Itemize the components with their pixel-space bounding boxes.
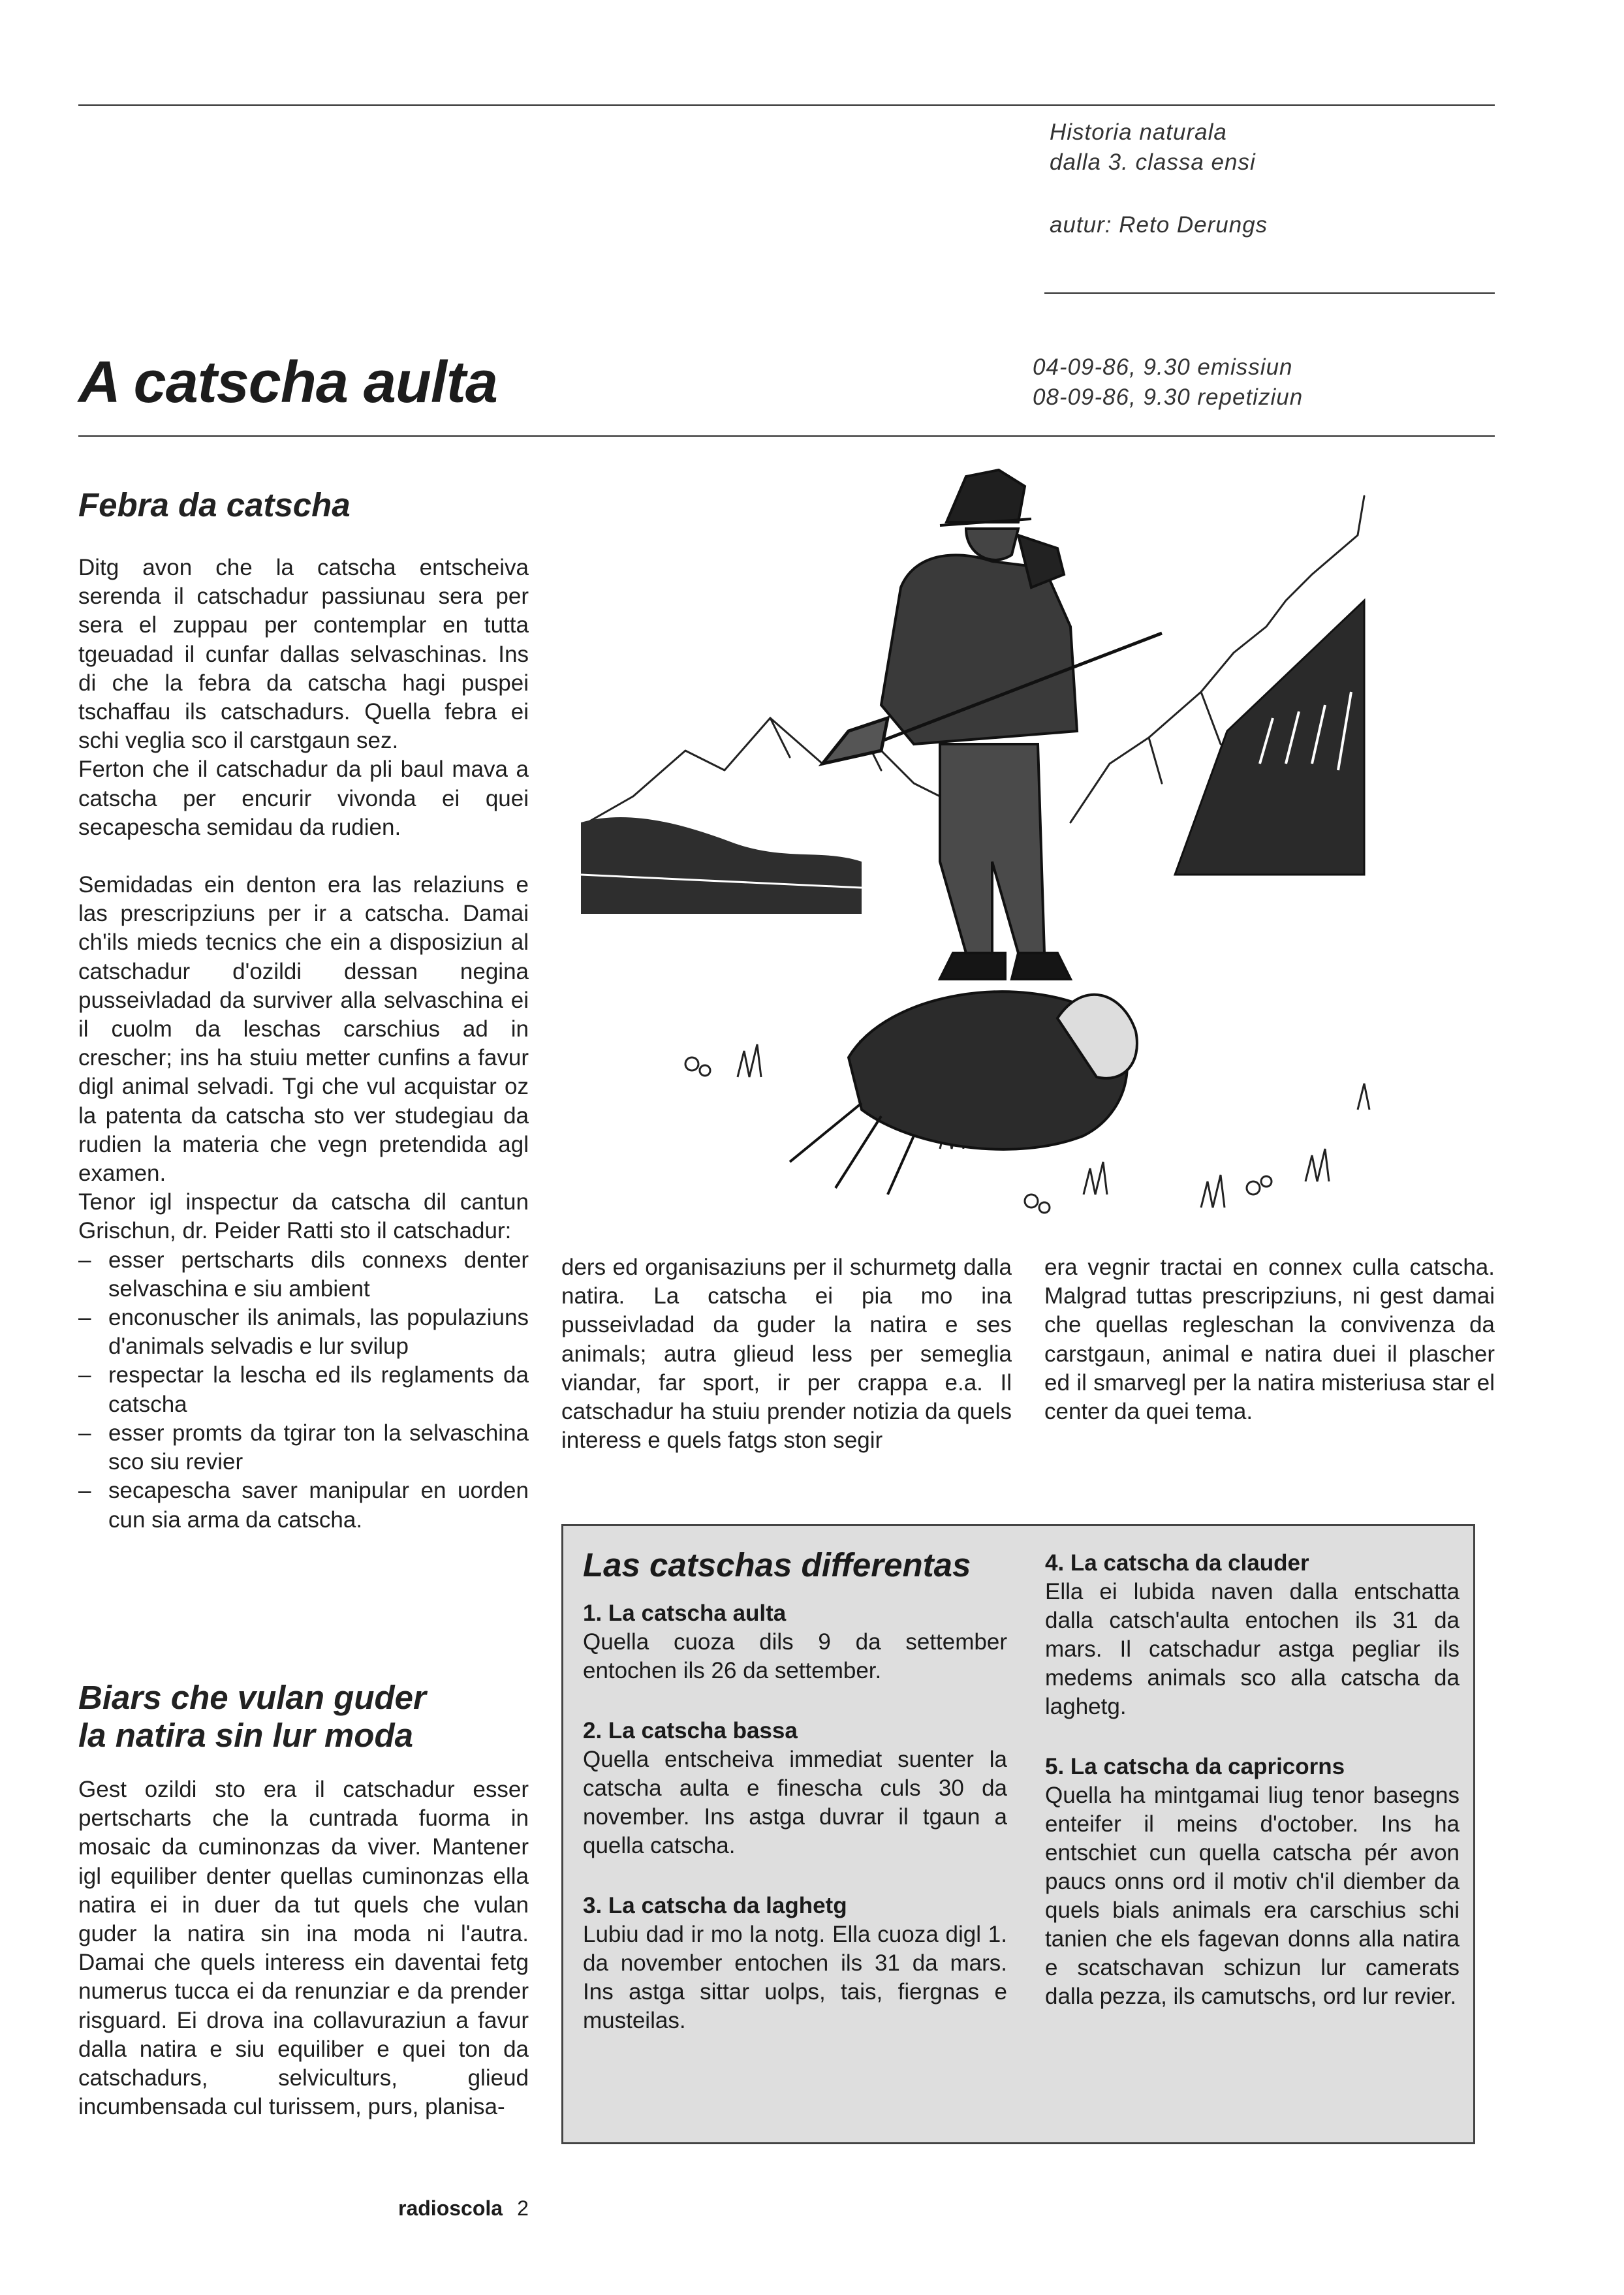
hunt-type-title: 5. La catscha da capricorns: [1045, 1754, 1345, 1779]
heading-line: la natira sin lur moda: [78, 1717, 413, 1754]
right-column: [1044, 1253, 1495, 1426]
hunt-type-text: Quella ha mintgamai liug tenor basegns enteifer il meins d'october. Ins ha entschiet cun quella catscha pér avon paucs onns ord il motiv ch'il diember da quels bials animals era carschius schi tanien che els fagevan donns alla natira e scatschavan schizun lur camerats dalla pezza, ils camutschs, ord lur revier.: [1045, 1783, 1460, 2009]
hunt-type-text: Quella cuoza dils 9 da settember entochen ils 26 da settember.: [583, 1629, 1007, 1683]
hunt-type-text: Lubiu dad ir mo la notg. Ella cuoza digl 1. da november entochen ils 31 da mars. Ins astga sittar uolps, tais, fiergnas e musteilas.: [583, 1922, 1007, 2033]
list-item: – secapescha saver manipular en uorden cun sia arma da catscha.: [78, 1476, 529, 1534]
list-item: – esser pertscharts dils connexs denter selvaschina e siu ambient: [78, 1246, 529, 1304]
left-column: [78, 554, 529, 1535]
author-label: autur: Reto Derungs: [1050, 212, 1268, 238]
list-item: – enconuscher ils animals, las populaziuns d'animals selvadis e lur svilup: [78, 1304, 529, 1361]
paragraph: ders ed organisaziuns per il schurmetg dalla natira. La catscha ei pia mo ina pusseivladad da guder la natira e ses animals; autra glieud less per semeglia viandar, far sport, ir per crappa e.a. Il catschadur ha stuiu prender notizia da quels interess e quels fatgs ston segir: [561, 1255, 1012, 1454]
meta-rule: [1044, 292, 1495, 294]
infobox-right-column: [1045, 1549, 1460, 2042]
page-number: 2: [517, 2196, 529, 2220]
section-heading-biars: [78, 1679, 426, 1755]
left-column-lower: [78, 1775, 529, 2121]
left-hillside: [581, 817, 862, 914]
hunt-type-item: [583, 1892, 1007, 2035]
hunt-type-item: [1045, 1753, 1460, 2011]
hunt-type-text: Quella entscheiva immediat suenter la catscha aulta e finescha culs 30 da november. Ins astga duvrar il tgaun a quella catscha.: [583, 1747, 1007, 1858]
footer-brand: radioscola: [398, 2196, 503, 2220]
requirements-list: [78, 1246, 529, 1535]
hunt-type-item: [583, 1599, 1007, 1685]
top-rule: [78, 104, 1495, 106]
repeat-date: 08-09-86, 9.30 repetiziun: [1033, 384, 1304, 410]
title-rule: [78, 435, 1495, 437]
middle-column: [561, 1253, 1012, 1455]
level-label: dalla 3. classa ensi: [1050, 149, 1256, 175]
hunter-figure: [881, 470, 1077, 979]
list-item: – respectar la lescha ed ils reglaments da catscha: [78, 1361, 529, 1418]
hunt-type-text: Ella ei lubida naven dalla entschatta dalla catsch'aulta entochen ils 31 da mars. Il catschadur astga pegliar ils medems animals sco alla catscha da laghetg.: [1045, 1579, 1460, 1719]
chamois: [790, 991, 1137, 1194]
author-block: [1050, 210, 1268, 240]
hunter-illustration: [574, 457, 1449, 1247]
infobox-left-column: [583, 1546, 1007, 2067]
paragraph: Semidadas ein denton era las relaziuns e las prescripziuns per ir a catscha. Damai ch'ils mieds tecnics che ein a disposiziun al catschadur d'ozildi dessan negina pusseivladad da surviver alla selvaschina ei il cuolm da leschas carschius ad in crescher; ins ha stuiu metter cunfins a favur digl animal selvadi. Tgi che vul acquistar oz la patenta da catscha sto ver studegiau da rudien la materia che vegn pretendida agl examen.: [78, 872, 529, 1187]
hunt-type-title: 2. La catscha bassa: [583, 1718, 798, 1743]
infobox-title: Las catschas differentas: [583, 1546, 971, 1584]
hillside-hatching: [1175, 601, 1364, 875]
paragraph: Ferton che il catschadur da pli baul mava a catscha per encurir vivonda ei quei secapescha semidau da rudien.: [78, 757, 529, 840]
section-heading-febra: Febra da catscha: [78, 486, 351, 523]
series-label: Historia naturala: [1050, 119, 1227, 145]
hunt-type-title: 4. La catscha da clauder: [1045, 1550, 1309, 1576]
broadcast-date: 04-09-86, 9.30 emissiun: [1033, 354, 1293, 380]
list-item: – esser promts da tgirar ton la selvaschina sco siu revier: [78, 1419, 529, 1476]
heading-line: Biars che vulan guder: [78, 1679, 426, 1716]
mountain-range: [587, 718, 940, 822]
hunt-types-box: [561, 1524, 1475, 2144]
hunt-type-title: 1. La catscha aulta: [583, 1600, 787, 1626]
header-series-block: [1050, 117, 1256, 178]
hunt-type-item: [1045, 1549, 1460, 1721]
paragraph: Tenor igl inspectur da catscha dil cantun Grischun, dr. Peider Ratti sto il catschadur:: [78, 1189, 529, 1244]
paragraph: Ditg avon che la catscha entscheiva serenda il catschadur passiunau sera per sera el zuppau per contemplar en tutta tgeuadad il cunfar dallas selvaschinas. Ins di che la febra da catscha hagi puspei tschaffau ils catschadurs. Quella febra ei schi veglia sco il carstgaun sez.: [78, 555, 529, 754]
paragraph: era vegnir tractai en connex culla catscha. Malgrad tuttas prescripziuns, ni gest damai che quellas regleschan la convivenza da carstgaun, animal e natira duei il plascher ed il smarvegl per la natira misteriusa star el center da quei tema.: [1044, 1255, 1495, 1425]
page-footer: [398, 2196, 529, 2221]
paragraph: Gest ozildi sto era il catschadur esser pertscharts che la cuntrada fuorma in mosaic da cuminonzas da viver. Mantener igl equiliber denter quellas cuminonzas ella natira ei in duer da tut quels che vulan guder la natira sin ina moda ni l'autra. Damai che quels interess ein daventai fetg numerus tucca ei da renunziar e da prender risguard. Ei drova ina collavuraziun a favur dalla natira e siu equiliber e quei ton da catschadurs, selviculturs, glieud incumbensada cul turissem, purs, planisa-: [78, 1777, 529, 2120]
hunt-type-item: [583, 1717, 1007, 1860]
schedule-block: [1033, 352, 1303, 413]
hunt-type-title: 3. La catscha da laghetg: [583, 1893, 847, 1918]
page-title: A catscha aulta: [78, 350, 497, 415]
